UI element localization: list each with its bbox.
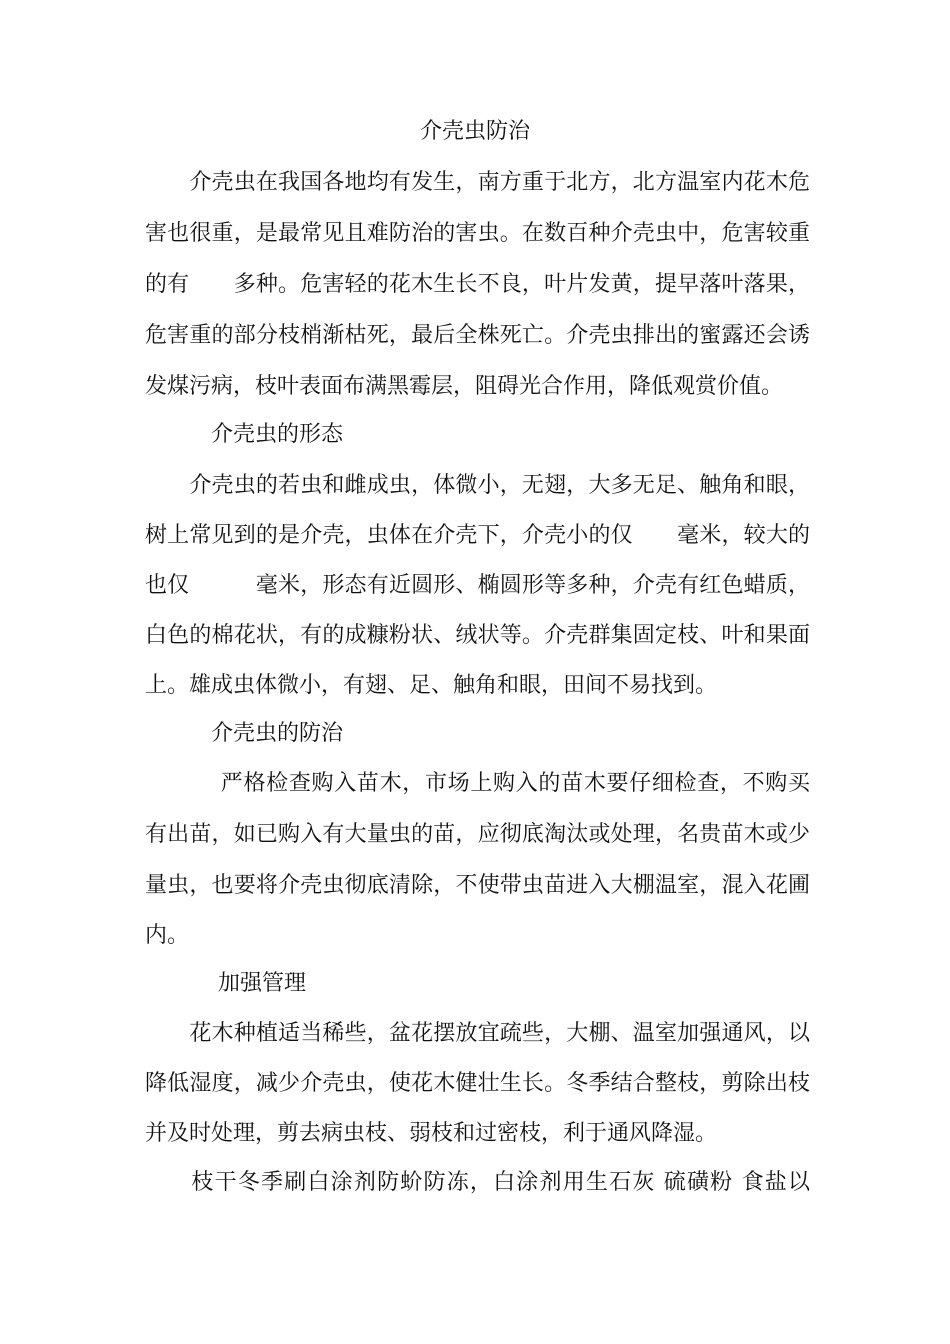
text-line: 量虫，也要将介壳虫彻底清除，不使带虫苗进入大棚温室，混入花圃 [145, 873, 810, 898]
text-line: 枝干冬季刷白涂剂防蚧防冻，白涂剂用生石灰 硫磺粉 食盐以 [145, 1170, 810, 1195]
text-line: 的有 多种。危害轻的花木生长不良，叶片发黄，提早落叶落果， [145, 272, 810, 297]
text-line: 花木种植适当稀些，盆花摆放宜疏些，大棚、温室加强通风，以 [145, 1021, 810, 1046]
text-line: 有出苗，如已购入有大量虫的苗，应彻底淘汰或处理，名贵苗木或少 [145, 822, 810, 847]
text-line: 降低湿度，减少介壳虫，使花木健壮生长。冬季结合整枝，剪除出枝 [145, 1071, 810, 1096]
text-line: 也仅 毫米，形态有近圆形、椭圆形等多种，介壳有红色蜡质， [145, 573, 810, 598]
text-line: 树上常见到的是介壳，虫体在介壳下，介壳小的仅 毫米，较大的 [145, 523, 810, 548]
text-line: 内。 [145, 923, 190, 948]
document-title: 介壳虫防治 [419, 119, 530, 144]
section-heading: 介壳虫的形态 [145, 422, 344, 447]
text-line: 并及时处理，剪去病虫枝、弱枝和过密枝，利于通风降湿。 [145, 1121, 718, 1146]
text-line: 白色的棉花状，有的成糠粉状、绒状等。介壳群集固定枝、叶和果面 [145, 623, 810, 648]
text-line: 严格检查购入苗木，市场上购入的苗木要仔细检查，不购买 [145, 771, 810, 796]
text-line: 害也很重，是最常见且难防治的害虫。在数百种介壳虫中，危害较重 [145, 221, 810, 246]
section-heading: 加强管理 [145, 971, 306, 996]
section-heading: 介壳虫的防治 [145, 721, 344, 746]
text-line: 发煤污病，枝叶表面布满黑霉层，阻碍光合作用，降低观赏价值。 [145, 374, 784, 399]
text-line: 危害重的部分枝梢渐枯死，最后全株死亡。介壳虫排出的蜜露还会诱 [145, 323, 810, 348]
text-line: 介壳虫的若虫和雌成虫，体微小，无翅，大多无足、触角和眼， [145, 473, 810, 498]
text-line: 介壳虫在我国各地均有发生，南方重于北方，北方温室内花木危 [145, 170, 810, 195]
text-line: 上。雄成虫体微小，有翅、足、触角和眼，田间不易找到。 [145, 673, 718, 698]
